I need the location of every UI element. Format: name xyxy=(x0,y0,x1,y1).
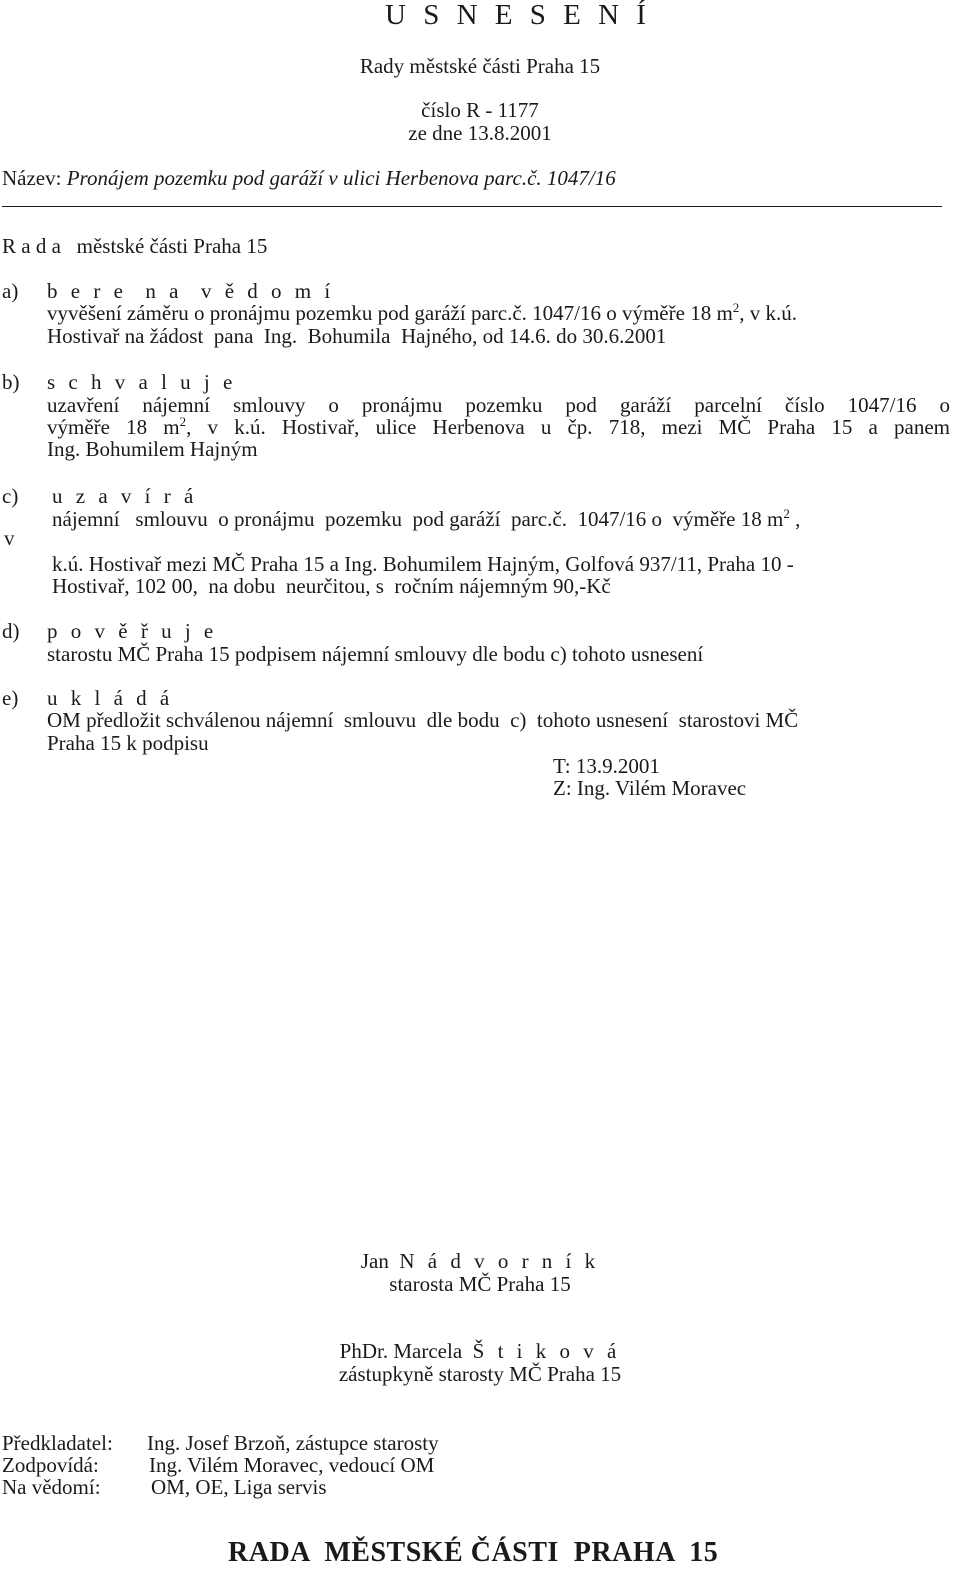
resolution-date: ze dne 13.8.2001 xyxy=(408,121,552,145)
submitter-value: Ing. Josef Brzoň, zástupce starosty xyxy=(147,1431,439,1455)
name-value: Pronájem pozemku pod garáží v ulici Herbenova parc.č. 1047/16 xyxy=(66,166,616,190)
item-a-text-line1: vyvěšení záměru o pronájmu pozemku pod garáží parc.č. 1047/16 o výměře 18 $m^2$, v k.ú. xyxy=(47,300,798,325)
signature-deputy-role: zástupkyně starosty MČ Praha 15 xyxy=(338,1362,622,1386)
item-b-label: b) xyxy=(2,370,20,394)
item-d-text-line1: starostu MČ Praha 15 podpisem nájemní smlouvy dle bodu c) tohoto usnesení xyxy=(47,642,704,666)
resolution-name xyxy=(2,167,616,190)
signature-mayor-role: starosta MČ Praha 15 xyxy=(389,1272,571,1296)
item-b-text-line3: Ing. Bohumilem Hajným xyxy=(47,437,258,461)
item-c-text-line1: nájemní smlouvu o pronájmu pozemku pod garáží parc.č. 1047/16 o výměře 18 $m^2$ , xyxy=(52,506,801,531)
item-e-heading: u k l á d á xyxy=(47,686,174,710)
item-a-heading: b e r e n a v ě d o m í xyxy=(47,279,335,303)
item-e-label: e) xyxy=(2,686,19,710)
notified-label: Na vědomí: xyxy=(2,1475,101,1499)
notified-value: OM, OE, Liga servis xyxy=(151,1475,327,1499)
signature-deputy-name: PhDr. Marcela Š t i k o v á xyxy=(339,1339,621,1363)
item-c-text-line2: k.ú. Hostivař mezi MČ Praha 15 a Ing. Bohumilem Hajným, Golfová 937/11, Praha 10 - xyxy=(52,552,794,576)
item-c-label: c) xyxy=(2,484,19,508)
header-divider xyxy=(2,206,942,207)
item-a-label: a) xyxy=(2,279,19,303)
document-subtitle: Rady městské části Praha 15 xyxy=(359,54,601,78)
item-b-text-line1: uzavření nájemní smlouvy o pronájmu pozemku pod garáží parcelní číslo 1047/16 o xyxy=(47,393,950,417)
item-d-heading: p o v ě ř u j e xyxy=(47,619,218,643)
item-d-label: d) xyxy=(2,619,20,643)
item-b-heading: s c h v a l u j e xyxy=(47,370,237,394)
item-e-text-line1: OM předložit schválenou nájemní smlouvu dle bodu c) tohoto usnesení starostovi MČ xyxy=(47,708,799,732)
document-title: U S N E S E N Í xyxy=(385,0,651,31)
submitter-label: Předkladatel: xyxy=(2,1431,113,1455)
item-a-text-line2: Hostivař na žádost pana Ing. Bohumila Hajného, od 14.6. do 30.6.2001 xyxy=(47,324,667,348)
item-c-text-line3: Hostivař, 102 00, na dobu neurčitou, s ročním nájemným 90,-Kč xyxy=(52,574,611,598)
resolution-number: číslo R - 1177 xyxy=(421,98,539,122)
signature-mayor-name: Jan N á d v o r n í k xyxy=(360,1249,600,1273)
item-e-text-line2: Praha 15 k podpisu xyxy=(47,731,209,755)
item-c-stray-letter: v xyxy=(4,526,15,550)
footer-council-name: RADA MĚSTSKÉ ČÁSTI PRAHA 15 xyxy=(228,1537,719,1568)
council-heading: R a d a městské části Praha 15 xyxy=(2,234,268,258)
responsible-label: Zodpovídá: xyxy=(2,1453,99,1477)
item-c-heading: u z a v í r á xyxy=(52,484,198,508)
item-e-responsible: Z: Ing. Vilém Moravec xyxy=(553,776,747,800)
item-b-text-line2: výměře 18 $m^2$, v k.ú. Hostivař, ulice Herbenova u čp. 718, mezi MČ Praha 15 a panem xyxy=(47,414,950,439)
name-label: Název: xyxy=(2,166,62,190)
item-e-deadline: T: 13.9.2001 xyxy=(553,754,660,778)
responsible-value: Ing. Vilém Moravec, vedoucí OM xyxy=(149,1453,435,1477)
